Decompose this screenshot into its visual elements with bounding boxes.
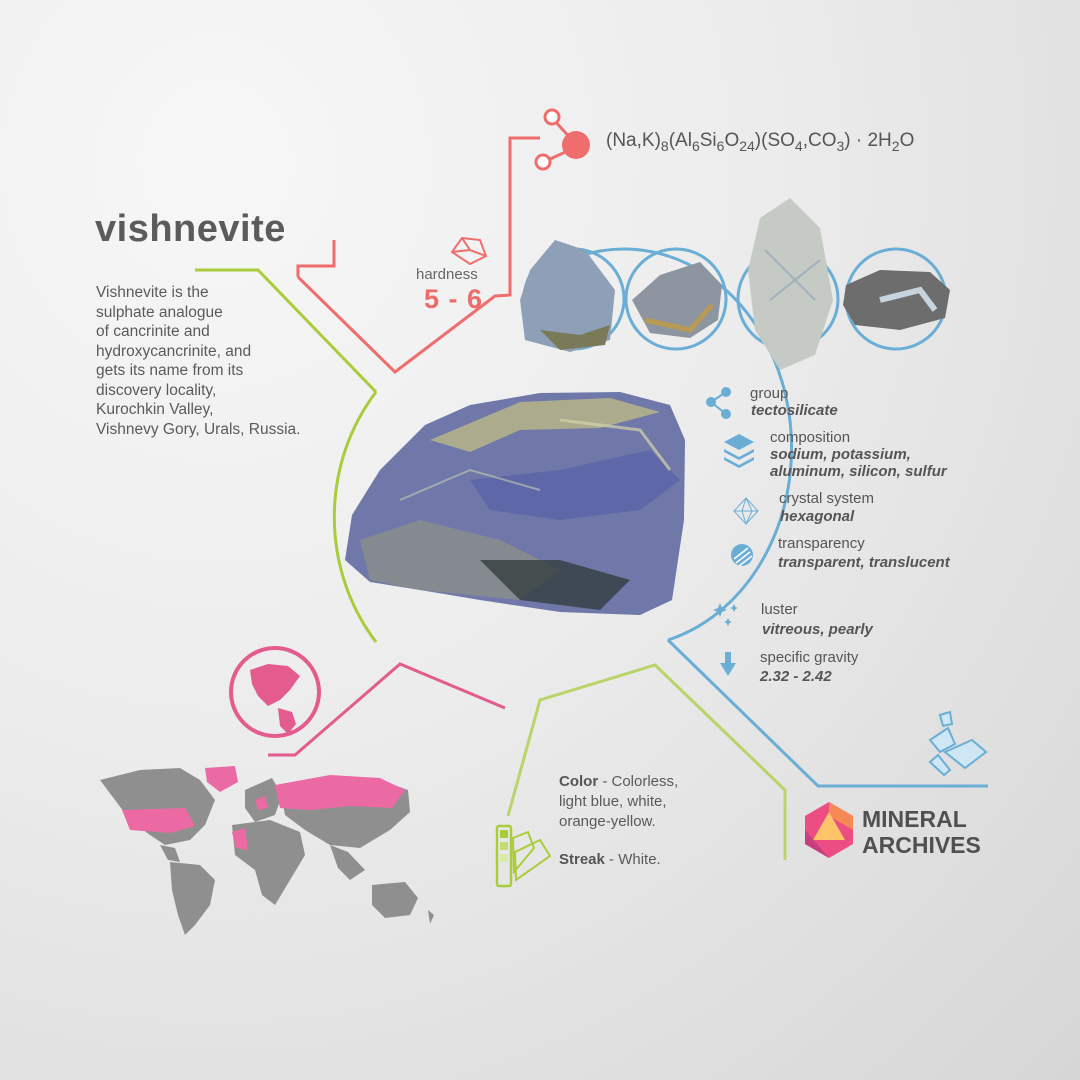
layers-icon bbox=[724, 434, 754, 468]
color-line: light blue, white, bbox=[559, 793, 667, 810]
luster-value: vitreous, pearly bbox=[762, 621, 873, 638]
composition-value: sodium, potassium, aluminum, silicon, sulfur bbox=[770, 446, 947, 480]
description-line: hydroxycancrinite, and bbox=[96, 342, 252, 360]
world-map bbox=[100, 766, 434, 935]
crystal-cluster-icon bbox=[930, 712, 986, 775]
map-central-america bbox=[160, 845, 180, 862]
red-bracket bbox=[298, 240, 334, 277]
share-nodes-icon bbox=[706, 387, 731, 419]
brand-name: MINERAL ARCHIVES bbox=[862, 806, 981, 858]
crystal-system-label: crystal system bbox=[779, 490, 875, 507]
transparency-label: transparency bbox=[778, 535, 865, 552]
description-line: gets its name from its bbox=[96, 362, 244, 379]
mineral-archives-logo bbox=[805, 802, 853, 858]
striped-circle-icon bbox=[731, 544, 753, 566]
luster-label: luster bbox=[761, 601, 798, 618]
composition-label: composition bbox=[770, 429, 851, 446]
globe-americas-icon bbox=[231, 648, 319, 736]
thumbnail-specimen-3 bbox=[748, 198, 833, 370]
map-south-america bbox=[170, 862, 215, 935]
color-streak-info bbox=[559, 772, 678, 870]
thumbnail-specimen-2 bbox=[632, 262, 722, 338]
streak-line: Streak - White. bbox=[559, 851, 661, 868]
hardness-value: 5 - 6 bbox=[424, 284, 484, 314]
map-greenland bbox=[205, 766, 238, 792]
color-line: orange-yellow. bbox=[559, 813, 656, 830]
description-line: of cancrinite and bbox=[96, 323, 210, 340]
specific-gravity-value: 2.32 - 2.42 bbox=[760, 668, 832, 685]
mineral-description bbox=[96, 283, 356, 439]
group-value: tectosilicate bbox=[751, 402, 838, 419]
map-north-america bbox=[100, 768, 215, 845]
thumbnail-specimen-4 bbox=[843, 270, 950, 330]
map-russia-highlight bbox=[275, 775, 405, 810]
map-australia bbox=[372, 882, 418, 918]
description-line: discovery locality, bbox=[96, 381, 217, 399]
arrow-down-icon bbox=[720, 652, 736, 676]
chemical-formula: $(Na,K)_8(Al_6Si_6O_{24})(SO_4,CO_3) \cdot 2H_2O$ bbox=[606, 130, 915, 154]
description-line: sulphate analogue bbox=[96, 303, 223, 321]
pink-connector bbox=[268, 664, 505, 755]
description-line: Vishnevite is the bbox=[96, 284, 209, 301]
color-line: Color - Colorless, bbox=[559, 773, 679, 790]
octahedron-icon bbox=[734, 498, 758, 524]
main-specimen-image bbox=[345, 392, 685, 615]
color-swatch-fan-icon bbox=[497, 826, 550, 886]
map-india-se-asia bbox=[330, 845, 365, 880]
map-nz bbox=[428, 910, 434, 924]
mineral-name: vishnevite bbox=[95, 208, 286, 250]
transparency-value: transparent, translucent bbox=[778, 554, 950, 571]
description-line: Vishnevy Gory, Urals, Russia. bbox=[96, 420, 301, 438]
crystal-system-value: hexagonal bbox=[780, 508, 855, 525]
hardness-label: hardness bbox=[416, 266, 478, 283]
description-line: Kurochkin Valley, bbox=[96, 401, 214, 418]
specific-gravity-label: specific gravity bbox=[760, 649, 859, 666]
molecule-icon bbox=[536, 110, 590, 169]
group-label: group bbox=[750, 385, 789, 402]
crystal-outline-icon bbox=[452, 238, 486, 264]
